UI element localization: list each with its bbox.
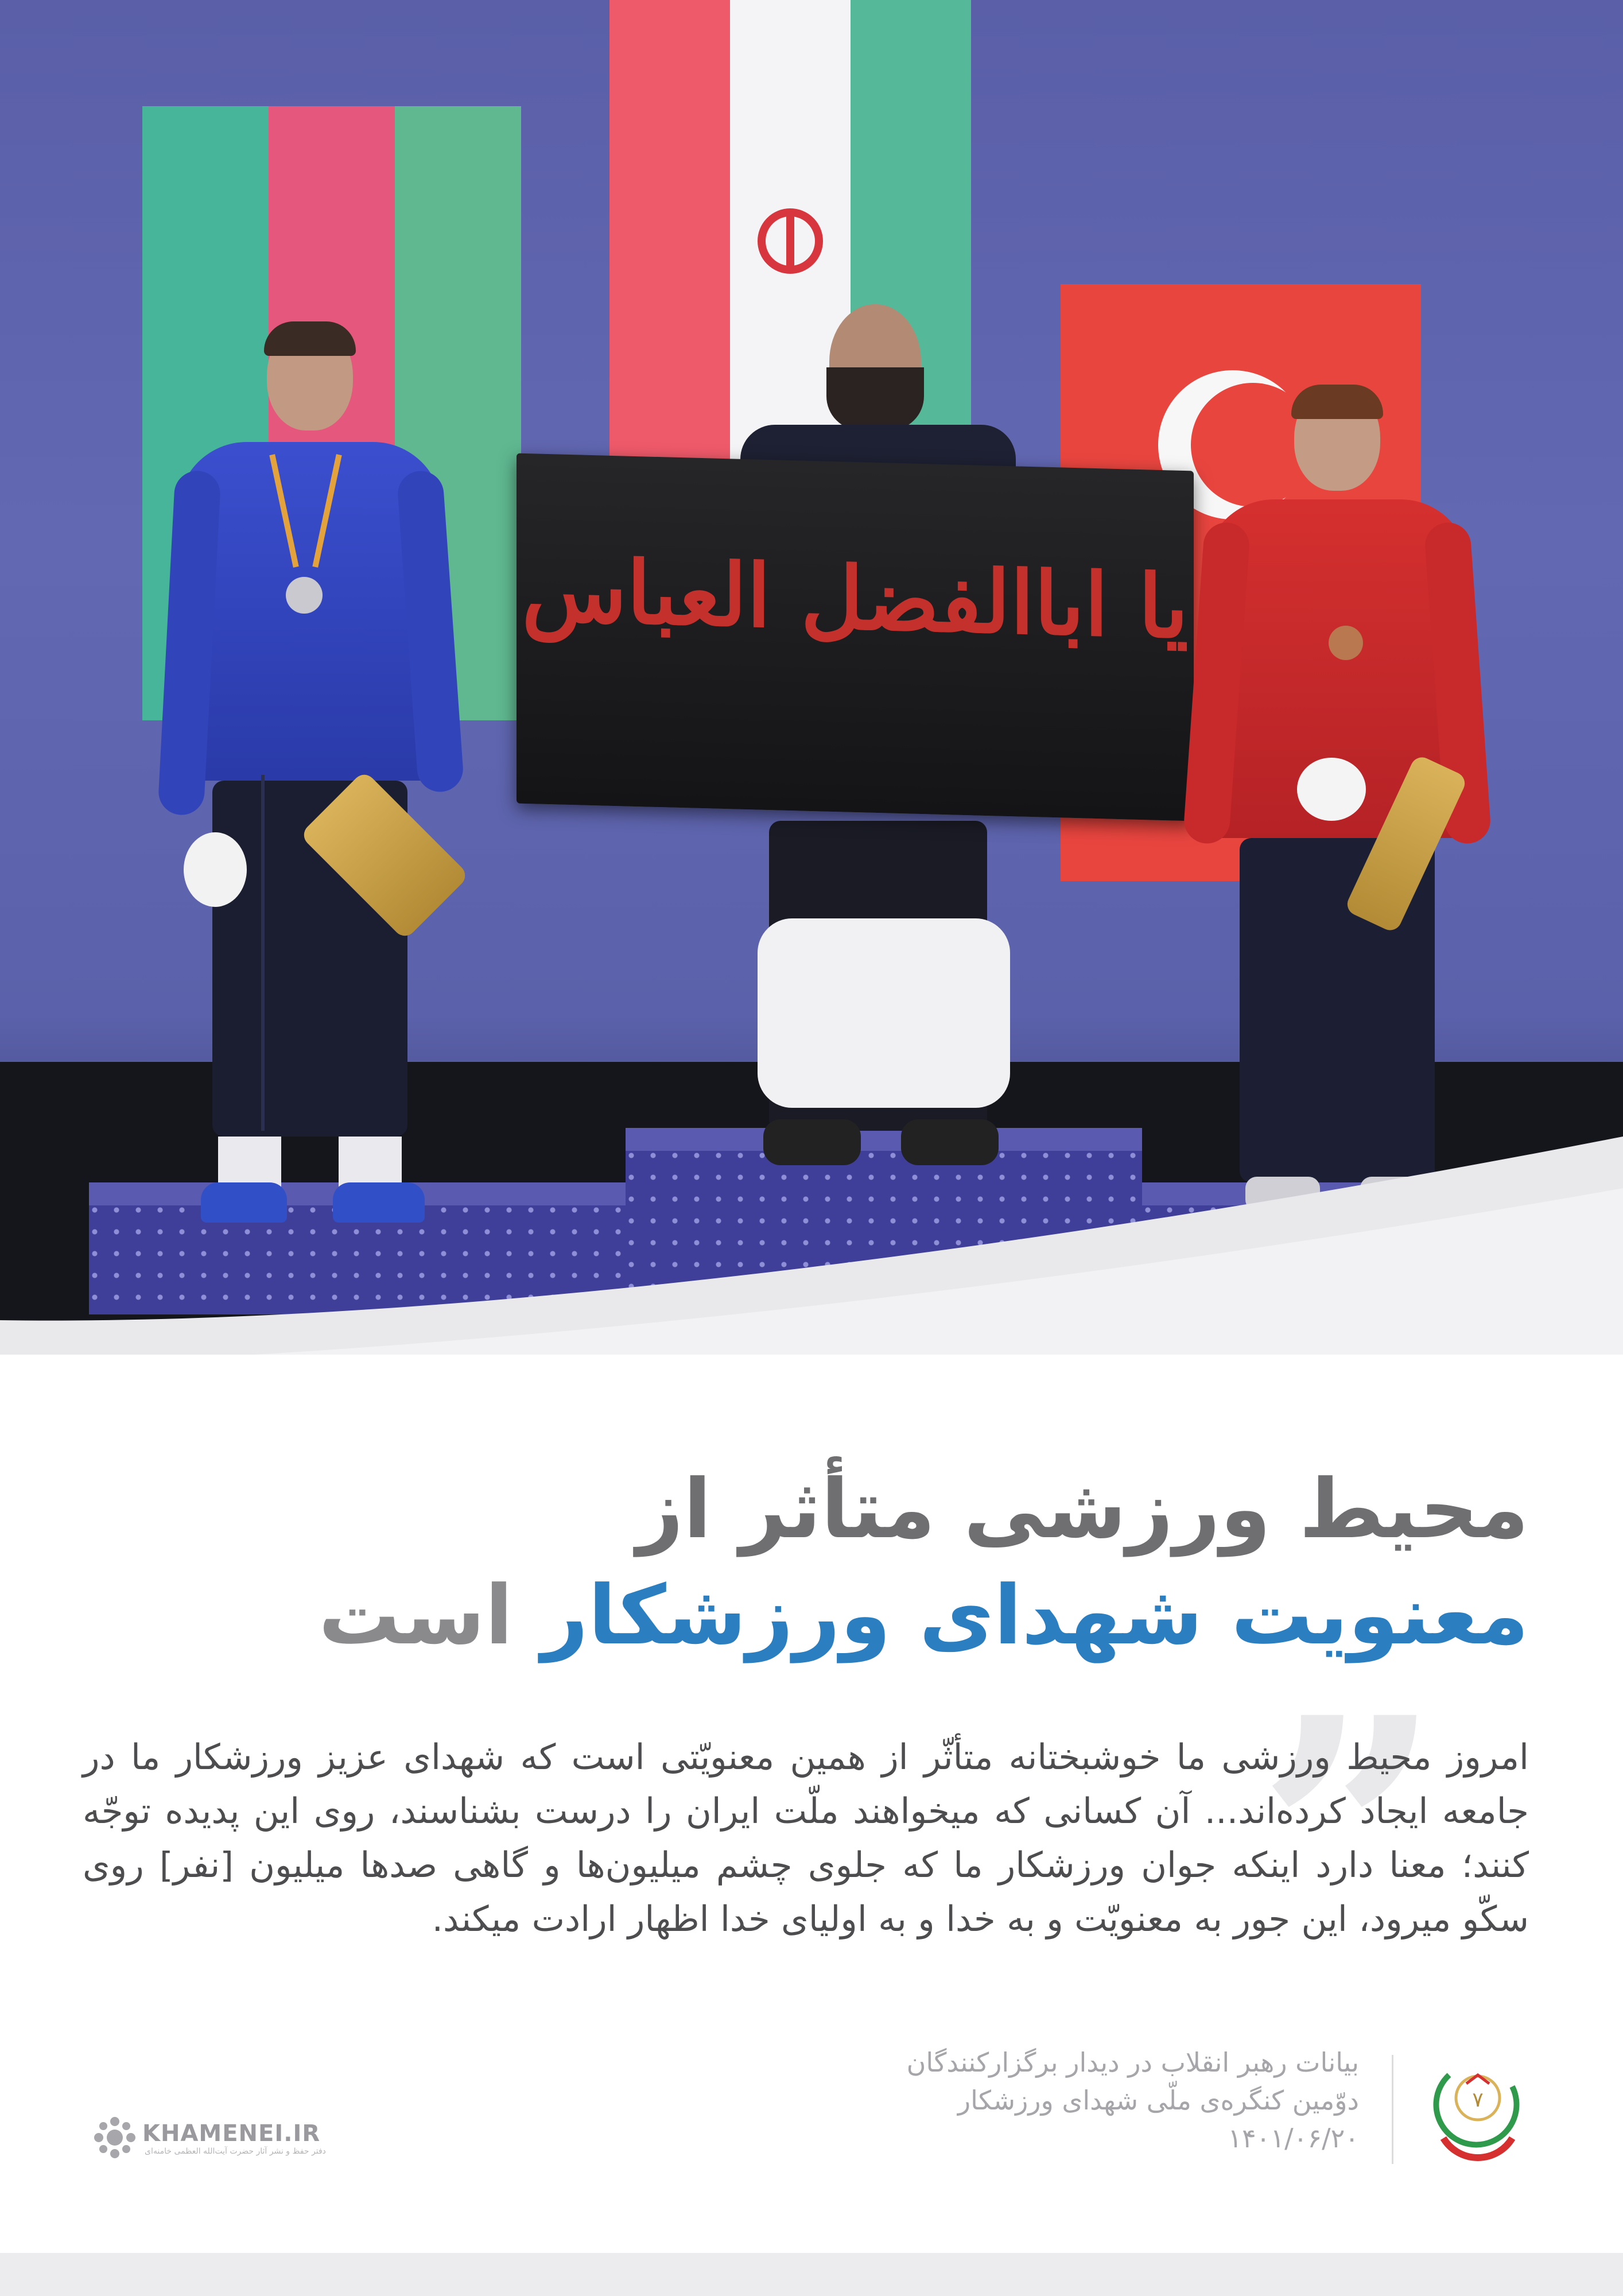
congress-logo-icon [1426,2052,1529,2167]
black-banner [517,453,1194,821]
athlete-right [1194,385,1492,1223]
iran-emblem-icon [753,204,828,278]
source-line-1: بیانات رهبر انقلاب در دیدار برگزارکنندگان [906,2047,1359,2078]
headline-rest: است [319,1568,513,1663]
brand-subtitle: دفتر حفظ و نشر آثار حضرت آیت‌الله العظمی خامنه‌ای [145,2147,326,2156]
headline [94,1458,1529,1670]
athlete-left [166,321,499,1217]
headline-highlight: معنویت شهدای ورزشکار [541,1568,1529,1663]
footer-bar [0,2253,1623,2296]
official-seated [746,895,1022,1114]
source-line-2: دوّمین کنگره‌ی ملّی شهدای ورزشکار [957,2085,1359,2116]
brand-name: KHAMENEI.IR [142,2120,321,2147]
banner-calligraphy: یا اباالفضل العباس [522,539,1189,658]
quote-text: امروز محیط ورزشی ما خوشبختانه متأثّر از همین معنویّتی است که شهدای عزیز ورزشکار ما در جامعه ایجاد کرده‌اند... آن کسانی که میخواهند ملّت ایران را درست بشناسند، روی این پدیده توجّه کنند؛ معنا دارد اینکه جوان ورزشکار ما که جلوی چشم میلیون‌ها و گاهی صدها میلیون [نفر] روی سکّو میرود، این جور به معنویّت و به خدا و به اولیای خدا اظهار ارادت میکند. [83,1737,1529,1940]
source-citation [670,2043,1359,2157]
svg-text:٧: ٧ [1472,2088,1484,2112]
quote-mark-icon: ” [1257,1648,1442,2026]
brand-emblem-icon [92,2115,138,2161]
vertical-divider [1392,2055,1393,2164]
source-date: ۱۴۰۱/۰۶/۲۰ [1228,2123,1359,2154]
headline-line-1: محیط ورزشی متأثر از [636,1462,1529,1557]
curved-divider [0,1137,1623,1355]
